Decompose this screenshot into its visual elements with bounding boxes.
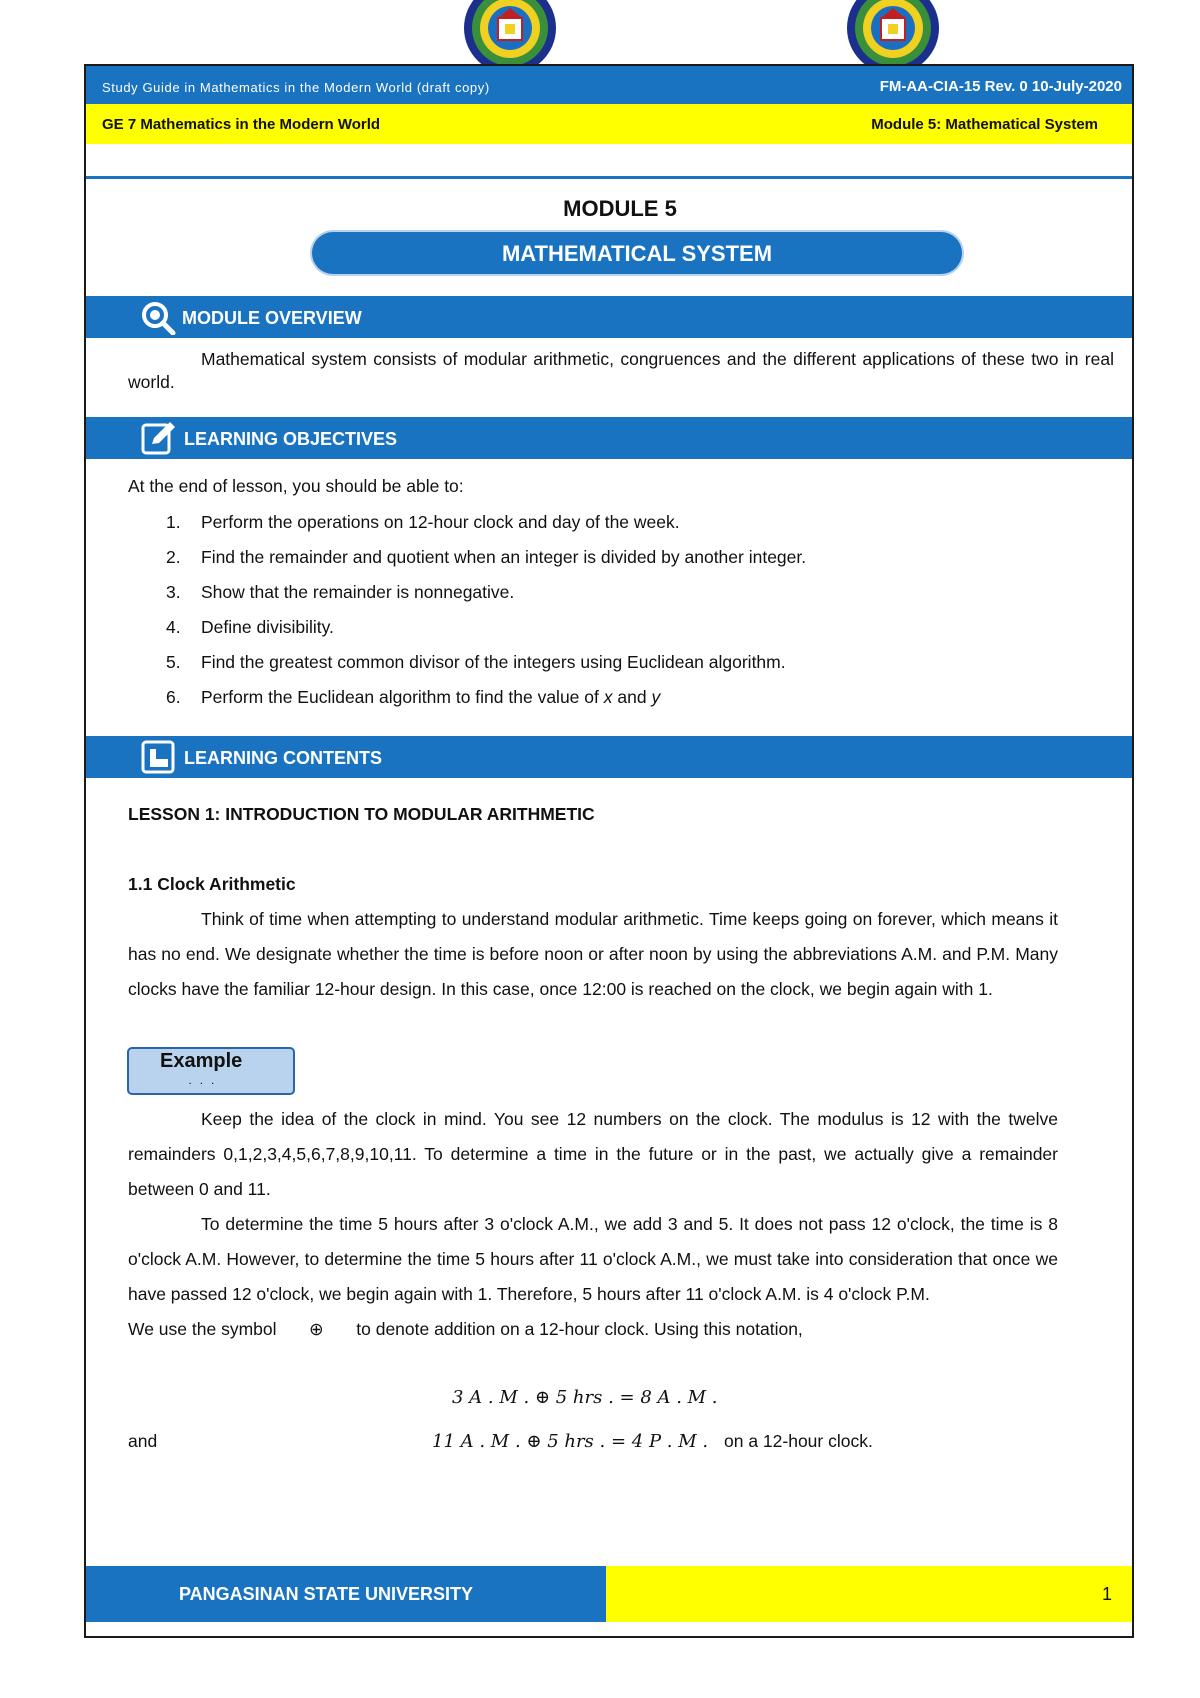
equation-2-suffix: on a 12-hour clock. <box>724 1431 873 1451</box>
example-label-box <box>127 1047 295 1095</box>
footer-page-bar <box>606 1566 1132 1622</box>
list-number: 2. <box>166 547 181 567</box>
list-number: 5. <box>166 652 181 672</box>
module-reference: Module 5: Mathematical System <box>871 116 1098 133</box>
module-overview-heading: MODULE OVERVIEW <box>182 308 362 328</box>
course-bar <box>86 104 1132 144</box>
university-name: PANGASINAN STATE UNIVERSITY <box>179 1584 474 1604</box>
list-number: 3. <box>166 582 181 602</box>
university-seal-right-icon <box>843 0 943 72</box>
paragraph-1-block <box>128 902 1058 1007</box>
symbol-sentence <box>128 1312 1058 1347</box>
list-text-and: and <box>617 687 647 707</box>
list-text: Find the remainder and quotient when an integer is divided by another integer. <box>201 547 807 567</box>
overview-text: Mathematical system consists of modular arithmetic, congruences and the different applications of these two in real world. <box>128 349 1114 392</box>
list-number: 4. <box>166 617 181 637</box>
oplus-symbol: ⊕ <box>309 1319 324 1339</box>
module-overview-bar <box>86 296 1132 338</box>
divider <box>86 176 1132 179</box>
course-title: GE 7 Mathematics in the Modern World <box>102 116 381 133</box>
learning-objectives-heading: LEARNING OBJECTIVES <box>184 429 398 449</box>
list-item <box>128 645 1108 680</box>
paragraph-3: To determine the time 5 hours after 3 o'clock A.M., we add 3 and 5. It does not pass 12 o'clock, the time is 8 o'clock A.M. However, to determine the time 5 hours after 11 o'clock A.M., we must take into consideration that once we have passed 12 o'clock, we begin again with 1. Therefore, 5 hours after 11 o'clock A.M. is 4 o'clock P.M. <box>128 1214 1058 1304</box>
equation-2: 11 A . M . ⊕ 5 hrs . = 4 P . M . <box>432 1431 709 1452</box>
list-text: Perform the Euclidean algorithm to find the value of <box>201 687 599 707</box>
book-icon <box>140 739 176 775</box>
paragraph-1: Think of time when attempting to understand modular arithmetic. Time keeps going on forever, which means it has no end. We designate whether the time is before noon or after noon by using the abbreviations A.M. and P.M. Many clocks have the familiar 12-hour design. In this case, once 12:00 is reached on the clock, we begin again with 1. <box>128 909 1058 999</box>
form-code: FM-AA-CIA-15 Rev. 0 10-July-2020 <box>879 78 1122 95</box>
list-text: Define divisibility. <box>201 617 334 637</box>
example-dots: ... <box>189 1077 223 1086</box>
module-number: MODULE 5 <box>563 196 677 221</box>
list-item <box>128 540 1108 575</box>
edit-pencil-icon <box>140 420 176 456</box>
example-label: Example <box>160 1050 243 1072</box>
list-text: Show that the remainder is nonnegative. <box>201 582 515 602</box>
study-guide-label: Study Guide in Mathematics in the Modern World (draft copy) <box>102 80 490 95</box>
symbol-text-post: to denote addition on a 12-hour clock. Using this notation, <box>356 1319 803 1339</box>
learning-objectives-bar <box>86 417 1132 459</box>
overview-text-block <box>128 348 1114 394</box>
lesson-title: LESSON 1: INTRODUCTION TO MODULAR ARITHMETIC <box>128 804 595 824</box>
symbol-text-pre: We use the symbol <box>128 1319 277 1339</box>
magnifier-icon <box>140 299 176 335</box>
list-item <box>128 505 1108 540</box>
variable-y: y <box>651 687 661 707</box>
section-title: 1.1 Clock Arithmetic <box>128 874 296 894</box>
university-seal-left-icon <box>460 0 560 72</box>
list-number: 1. <box>166 512 181 532</box>
variable-x: x <box>603 687 613 707</box>
list-item <box>128 610 1108 645</box>
learning-contents-heading: LEARNING CONTENTS <box>184 748 382 768</box>
equation-1: 3 A . M . ⊕ 5 hrs . = 8 A . M . <box>452 1387 718 1408</box>
paragraph-2-block <box>128 1102 1058 1347</box>
list-text: Find the greatest common divisor of the integers using Euclidean algorithm. <box>201 652 786 672</box>
page-number: 1 <box>1101 1584 1112 1604</box>
paragraph-2: Keep the idea of the clock in mind. You see 12 numbers on the clock. The modulus is 12 with the twelve remainders 0,1,2,3,4,5,6,7,8,9,10,11. To determine a time in the future or in the past, we actually give a remainder between 0 and 11. <box>128 1109 1058 1199</box>
list-number: 6. <box>166 687 181 707</box>
list-item <box>128 575 1108 610</box>
learning-contents-bar <box>86 736 1132 778</box>
and-label: and <box>128 1431 158 1451</box>
list-item <box>128 680 1108 715</box>
footer-university-bar <box>86 1566 606 1622</box>
objectives-intro: At the end of lesson, you should be able to: <box>128 476 464 496</box>
list-text: Perform the operations on 12-hour clock and day of the week. <box>201 512 680 532</box>
objectives-list <box>128 505 1108 715</box>
module-name-banner: MATHEMATICAL SYSTEM <box>312 232 962 274</box>
